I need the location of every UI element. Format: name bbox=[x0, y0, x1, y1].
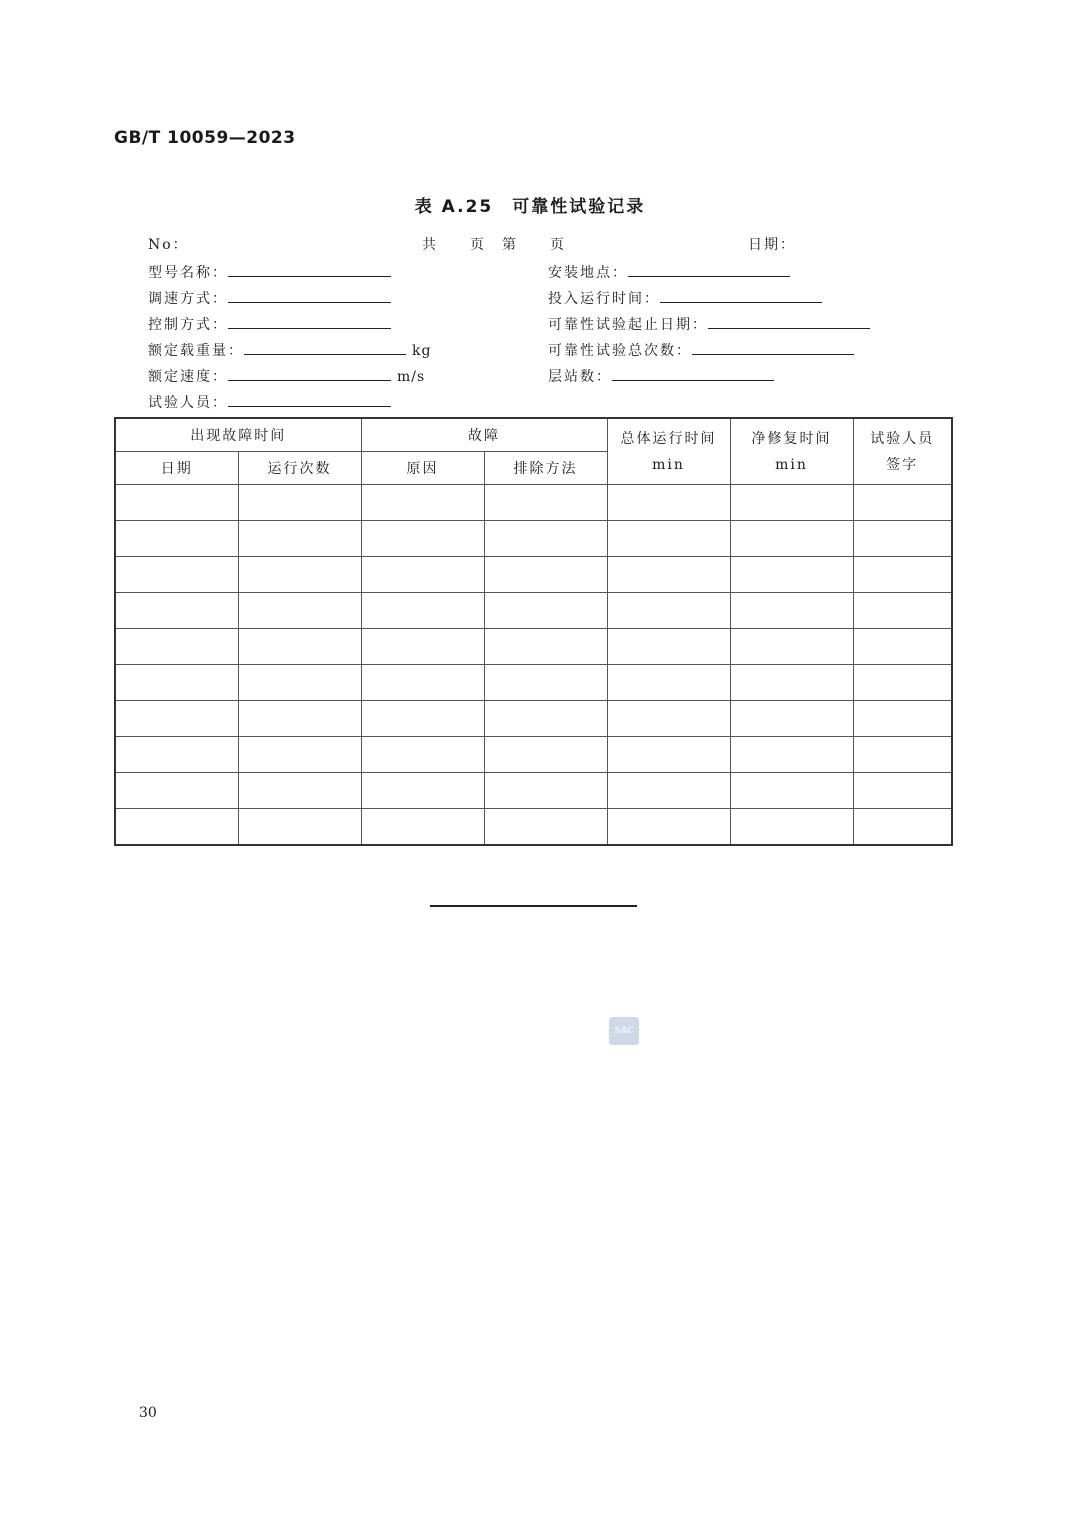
table-cell[interactable] bbox=[730, 701, 853, 737]
table-cell[interactable] bbox=[730, 557, 853, 593]
service-time-input[interactable] bbox=[660, 288, 822, 303]
no-field bbox=[148, 236, 189, 254]
table-cell[interactable] bbox=[115, 485, 238, 521]
date-label: 日期： bbox=[748, 237, 796, 253]
table-row bbox=[115, 701, 952, 737]
table-cell[interactable] bbox=[607, 665, 730, 701]
table-row bbox=[115, 485, 952, 521]
test-period-label: 可靠性试验起止日期： bbox=[548, 317, 708, 333]
model-label: 型号名称： bbox=[148, 265, 228, 281]
table-cell[interactable] bbox=[607, 593, 730, 629]
table-cell[interactable] bbox=[115, 737, 238, 773]
table-cell[interactable] bbox=[115, 557, 238, 593]
table-cell[interactable] bbox=[484, 737, 607, 773]
table-cell[interactable] bbox=[238, 773, 361, 809]
sac-logo-text: SAC bbox=[614, 1026, 634, 1036]
header-tester-label: 试验人员 bbox=[870, 430, 935, 447]
table-cell[interactable] bbox=[853, 665, 952, 701]
model-input[interactable] bbox=[228, 262, 391, 277]
table-cell[interactable] bbox=[361, 665, 484, 701]
speed-control-field bbox=[148, 288, 391, 308]
service-time-field bbox=[548, 288, 822, 308]
table-cell[interactable] bbox=[484, 521, 607, 557]
header-cause: 原因 bbox=[361, 452, 484, 485]
table-cell[interactable] bbox=[238, 521, 361, 557]
table-cell[interactable] bbox=[361, 809, 484, 846]
reliability-record-table bbox=[114, 417, 953, 846]
table-row bbox=[115, 557, 952, 593]
table-cell[interactable] bbox=[484, 629, 607, 665]
table-cell[interactable] bbox=[607, 737, 730, 773]
table-cell[interactable] bbox=[484, 809, 607, 846]
table-cell[interactable] bbox=[853, 809, 952, 846]
table-cell[interactable] bbox=[484, 701, 607, 737]
table-cell[interactable] bbox=[238, 557, 361, 593]
speed-control-input[interactable] bbox=[228, 288, 391, 303]
speed-control-label: 调速方式： bbox=[148, 291, 228, 307]
table-cell[interactable] bbox=[115, 773, 238, 809]
header-tester-sign bbox=[853, 418, 952, 485]
table-cell[interactable] bbox=[484, 665, 607, 701]
table-cell[interactable] bbox=[238, 485, 361, 521]
test-count-field bbox=[548, 340, 854, 360]
no-label: No： bbox=[148, 237, 189, 253]
header-method: 排除方法 bbox=[484, 452, 607, 485]
table-cell[interactable] bbox=[607, 773, 730, 809]
table-cell[interactable] bbox=[238, 593, 361, 629]
table-cell[interactable] bbox=[361, 737, 484, 773]
table-cell[interactable] bbox=[115, 701, 238, 737]
table-cell[interactable] bbox=[607, 557, 730, 593]
table-cell[interactable] bbox=[730, 809, 853, 846]
control-input[interactable] bbox=[228, 314, 391, 329]
table-cell[interactable] bbox=[484, 593, 607, 629]
table-cell[interactable] bbox=[115, 665, 238, 701]
tester-field bbox=[148, 392, 391, 412]
table-cell[interactable] bbox=[730, 485, 853, 521]
table-cell[interactable] bbox=[853, 701, 952, 737]
table-cell[interactable] bbox=[238, 701, 361, 737]
table-cell[interactable] bbox=[238, 737, 361, 773]
table-cell[interactable] bbox=[238, 665, 361, 701]
table-cell[interactable] bbox=[853, 485, 952, 521]
table-cell[interactable] bbox=[115, 521, 238, 557]
date-field bbox=[748, 236, 796, 254]
tester-label: 试验人员： bbox=[148, 395, 228, 411]
table-cell[interactable] bbox=[730, 521, 853, 557]
header-run-count: 运行次数 bbox=[238, 452, 361, 485]
install-site-input[interactable] bbox=[628, 262, 790, 277]
table-cell[interactable] bbox=[607, 629, 730, 665]
table-cell[interactable] bbox=[853, 557, 952, 593]
table-cell[interactable] bbox=[607, 521, 730, 557]
rated-load-input[interactable] bbox=[244, 340, 406, 355]
table-cell[interactable] bbox=[115, 629, 238, 665]
table-cell[interactable] bbox=[607, 701, 730, 737]
table-cell[interactable] bbox=[484, 773, 607, 809]
test-count-label: 可靠性试验总次数： bbox=[548, 343, 692, 359]
header-total-time bbox=[607, 418, 730, 485]
table-cell[interactable] bbox=[361, 593, 484, 629]
table-cell[interactable] bbox=[853, 593, 952, 629]
table-row bbox=[115, 593, 952, 629]
table-cell[interactable] bbox=[484, 557, 607, 593]
rated-speed-unit: m/s bbox=[397, 369, 426, 385]
rated-load-unit: kg bbox=[412, 343, 432, 359]
end-of-document-rule bbox=[430, 905, 637, 907]
table-cell[interactable] bbox=[853, 737, 952, 773]
table-title: 表 A.25 可靠性试验记录 bbox=[414, 197, 646, 217]
header-total-time-label: 总体运行时间 bbox=[620, 430, 717, 447]
table-cell[interactable] bbox=[238, 629, 361, 665]
floors-label: 层站数： bbox=[548, 369, 612, 385]
rated-load-label: 额定载重量： bbox=[148, 343, 244, 359]
table-cell[interactable] bbox=[361, 701, 484, 737]
table-cell[interactable] bbox=[238, 809, 361, 846]
table-cell[interactable] bbox=[361, 521, 484, 557]
header-fault-time: 出现故障时间 bbox=[115, 418, 361, 452]
table-cell[interactable] bbox=[730, 773, 853, 809]
header-repair-time-label: 净修复时间 bbox=[751, 430, 832, 447]
table-row bbox=[115, 521, 952, 557]
test-count-input[interactable] bbox=[692, 340, 854, 355]
table-cell[interactable] bbox=[853, 773, 952, 809]
table-cell[interactable] bbox=[853, 629, 952, 665]
sac-logo-icon bbox=[609, 1017, 639, 1045]
control-field bbox=[148, 314, 391, 334]
rated-speed-label: 额定速度： bbox=[148, 369, 228, 385]
rated-speed-input[interactable] bbox=[228, 366, 391, 381]
table-row bbox=[115, 665, 952, 701]
table-cell[interactable] bbox=[115, 593, 238, 629]
table-cell[interactable] bbox=[730, 593, 853, 629]
table-row bbox=[115, 629, 952, 665]
test-period-input[interactable] bbox=[708, 314, 870, 329]
control-label: 控制方式： bbox=[148, 317, 228, 333]
header-fault: 故障 bbox=[361, 418, 607, 452]
header-sign-label: 签字 bbox=[886, 456, 919, 473]
table-cell[interactable] bbox=[361, 557, 484, 593]
header-repair-time-unit: min bbox=[775, 456, 808, 473]
tester-input[interactable] bbox=[228, 392, 391, 407]
service-time-label: 投入运行时间： bbox=[548, 291, 660, 307]
header-date: 日期 bbox=[115, 452, 238, 485]
table-cell[interactable] bbox=[607, 809, 730, 846]
table-cell[interactable] bbox=[730, 629, 853, 665]
test-period-field bbox=[548, 314, 870, 334]
table-row bbox=[115, 773, 952, 809]
page-number: 30 bbox=[139, 1405, 157, 1421]
install-site-label: 安装地点： bbox=[548, 265, 628, 281]
table-cell[interactable] bbox=[730, 665, 853, 701]
table-cell[interactable] bbox=[607, 485, 730, 521]
install-site-field bbox=[548, 262, 790, 282]
header-total-time-unit: min bbox=[652, 456, 685, 473]
table-cell[interactable] bbox=[853, 521, 952, 557]
table-cell[interactable] bbox=[361, 773, 484, 809]
table-cell[interactable] bbox=[361, 629, 484, 665]
standard-number: GB/T 10059—2023 bbox=[114, 128, 296, 148]
table-cell[interactable] bbox=[115, 809, 238, 846]
table-cell[interactable] bbox=[361, 485, 484, 521]
page-field bbox=[422, 236, 566, 254]
table-body bbox=[115, 485, 952, 846]
model-field bbox=[148, 262, 391, 282]
rated-speed-field bbox=[148, 366, 425, 386]
page-label: 共 页 第 页 bbox=[422, 237, 566, 253]
header-repair-time bbox=[730, 418, 853, 485]
table-row bbox=[115, 737, 952, 773]
table-cell[interactable] bbox=[730, 737, 853, 773]
table-cell[interactable] bbox=[484, 485, 607, 521]
rated-load-field bbox=[148, 340, 431, 360]
floors-input[interactable] bbox=[612, 366, 774, 381]
floors-field bbox=[548, 366, 774, 386]
table-row bbox=[115, 809, 952, 846]
